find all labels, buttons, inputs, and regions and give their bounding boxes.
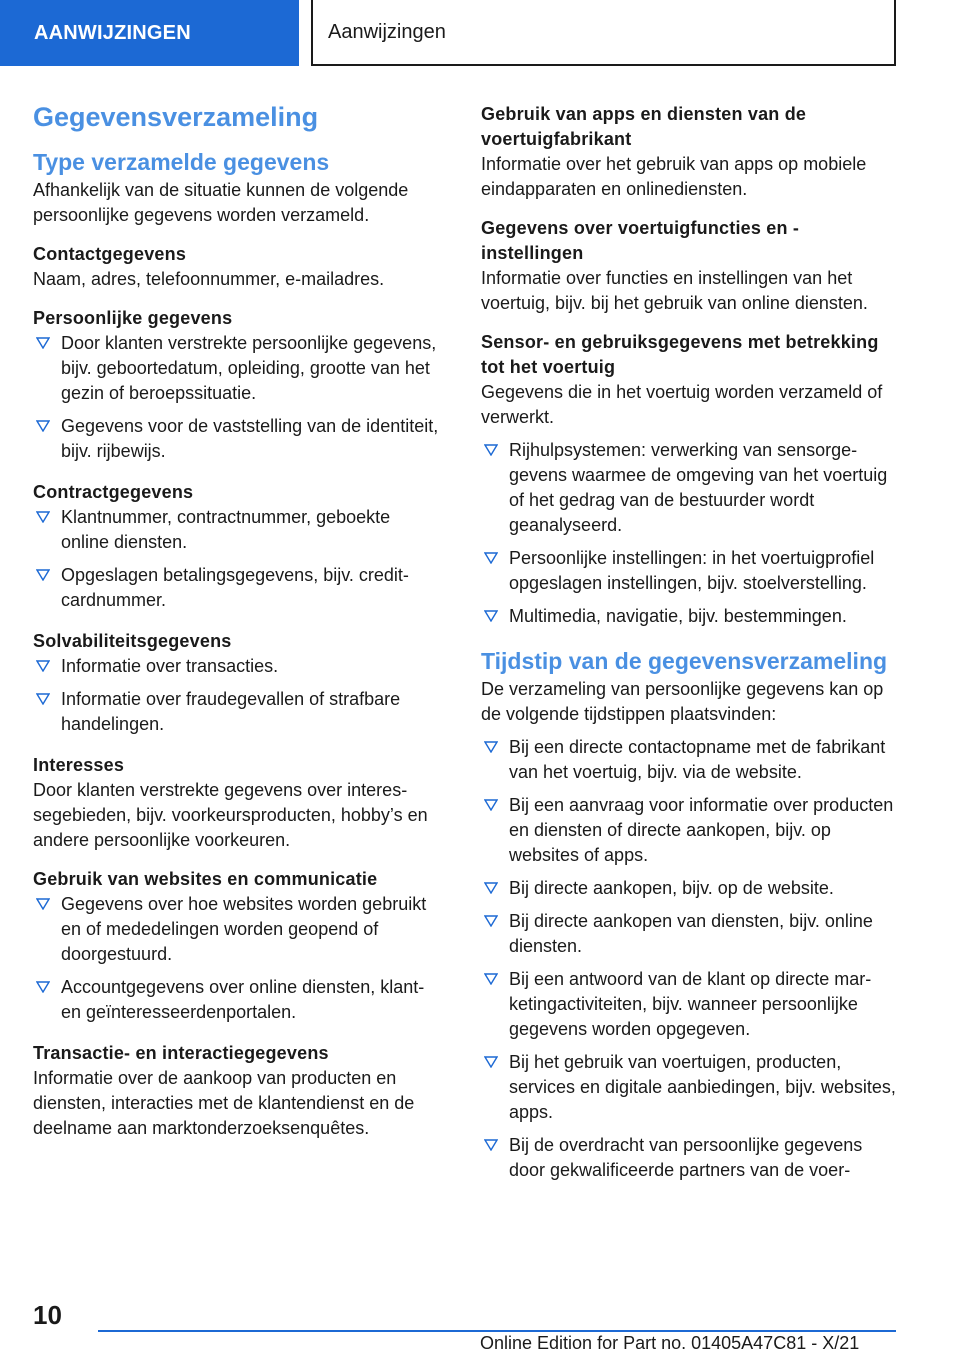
list-item: Multimedia, navigatie, bijv. bestemmingen.: [481, 604, 901, 629]
solvency-list: [33, 654, 443, 737]
solvency-heading: Solvabiliteitsgegevens: [33, 631, 232, 651]
list-item: Bij een directe contactopname met de fabrikant van het voertuig, bijv. via de website.: [481, 735, 901, 785]
chapter-tab: AANWIJZINGEN: [0, 0, 299, 66]
websites-list: [33, 892, 443, 1025]
list-item: Bij directe aankopen van diensten, bijv. online diensten.: [481, 909, 901, 959]
contact-heading: Contactgegevens: [33, 244, 187, 264]
intro-paragraph: Afhankelijk van de situatie kunnen de volgende persoonlijke gegevens worden verzameld.: [33, 180, 409, 225]
header-title: Aanwijzingen: [311, 0, 896, 66]
functions-text: Informatie over functies en instellingen van het voertuig, bijv. bij het gebruik van online diensten.: [481, 268, 868, 313]
personal-list: [33, 331, 443, 464]
interests-heading: Interesses: [33, 755, 125, 775]
list-item: Bij een antwoord van de klant op directe marketingactiviteiten, bijv. wanneer persoonlijke gegevens worden opgegeven.: [481, 967, 901, 1042]
sensor-heading: Sensor- en gebruiksgegevens met betrekking tot het voertuig: [481, 332, 879, 377]
list-item: Gegevens voor de vaststelling van de identiteit, bijv. rijbewijs.: [33, 414, 443, 464]
list-item: Door klanten verstrekte persoonlijke gegevens, bijv. geboortedatum, opleiding, grootte van het gezin of beroepssituatie.: [33, 331, 443, 406]
list-item: Accountgegevens over online diensten, klant- en geïnteresseerdenportalen.: [33, 975, 443, 1025]
transaction-heading: Transactie- en interactiegegevens: [33, 1043, 329, 1063]
list-item: Opgeslagen betalingsgegevens, bijv. creditcardnummer.: [33, 563, 443, 613]
interests-text: Door klanten verstrekte gegevens over interessegebieden, bijv. voorkeursproducten, hobby’s en andere persoonlijke voorkeuren.: [33, 780, 428, 850]
list-item: Gegevens over hoe websites worden gebruikt en of mededelingen worden geopend of doorgestuurd.: [33, 892, 443, 967]
list-item: Persoonlijke instellingen: in het voertuigprofiel opgeslagen instellingen, bijv. stoelverstelling.: [481, 546, 901, 596]
timing-text: De verzameling van persoonlijke gegevens kan op de volgende tijdstippen plaatsvinden:: [481, 679, 884, 724]
list-item: Klantnummer, contractnummer, geboekte online diensten.: [33, 505, 443, 555]
contract-heading: Contractgegevens: [33, 482, 194, 502]
left-column: [33, 100, 443, 1155]
list-item: Bij directe aankopen, bijv. op de website.: [481, 876, 901, 901]
timing-list: [481, 735, 901, 1183]
transaction-text: Informatie over de aankoop van producten en diensten, interacties met de klantendienst en de deelname aan marktonderzoeksenquêtes.: [33, 1068, 415, 1138]
list-item: Bij het gebruik van voertuigen, producten, services en digitale aanbiedingen, bijv. websites, apps.: [481, 1050, 901, 1125]
section-title-types: Type verzamelde gegevens: [33, 149, 330, 175]
edition-footer: Online Edition for Part no. 01405A47C81 - X/21: [480, 1333, 860, 1353]
functions-heading: Gegevens over voertuigfuncties en -instellingen: [481, 218, 800, 263]
websites-heading: Gebruik van websites en communicatie: [33, 869, 378, 889]
list-item: Rijhulpsystemen: verwerking van sensorgegevens waarmee de omgeving van het voertuig of het gedrag van de bestuurder wordt geanalyseerd.: [481, 438, 901, 538]
section-title-timing: Tijdstip van de gegevensverzameling: [481, 648, 888, 674]
apps-heading: Gebruik van apps en diensten van de voertuigfabrikant: [481, 104, 807, 149]
list-item: Informatie over fraudegevallen of strafbare handelingen.: [33, 687, 443, 737]
page-header: [0, 0, 960, 66]
apps-text: Informatie over het gebruik van apps op mobiele eindapparaten en onlinediensten.: [481, 154, 867, 199]
contract-list: [33, 505, 443, 613]
contact-text: Naam, adres, telefoonnummer, e-mailadres.: [33, 269, 385, 289]
right-column: [481, 102, 901, 1199]
page-title: Gegevensverzameling: [33, 102, 319, 132]
list-item: Informatie over transacties.: [33, 654, 443, 679]
personal-heading: Persoonlijke gegevens: [33, 308, 233, 328]
list-item: Bij een aanvraag voor informatie over producten en diensten of directe aankopen, bijv. op websites of apps.: [481, 793, 901, 868]
list-item: Bij de overdracht van persoonlijke gegevens door gekwalificeerde partners van de voer-: [481, 1133, 901, 1183]
footer-divider: [98, 1330, 896, 1332]
sensor-text: Gegevens die in het voertuig worden verzameld of verwerkt.: [481, 382, 883, 427]
sensor-list: [481, 438, 901, 629]
page-number: 10: [33, 1300, 62, 1330]
